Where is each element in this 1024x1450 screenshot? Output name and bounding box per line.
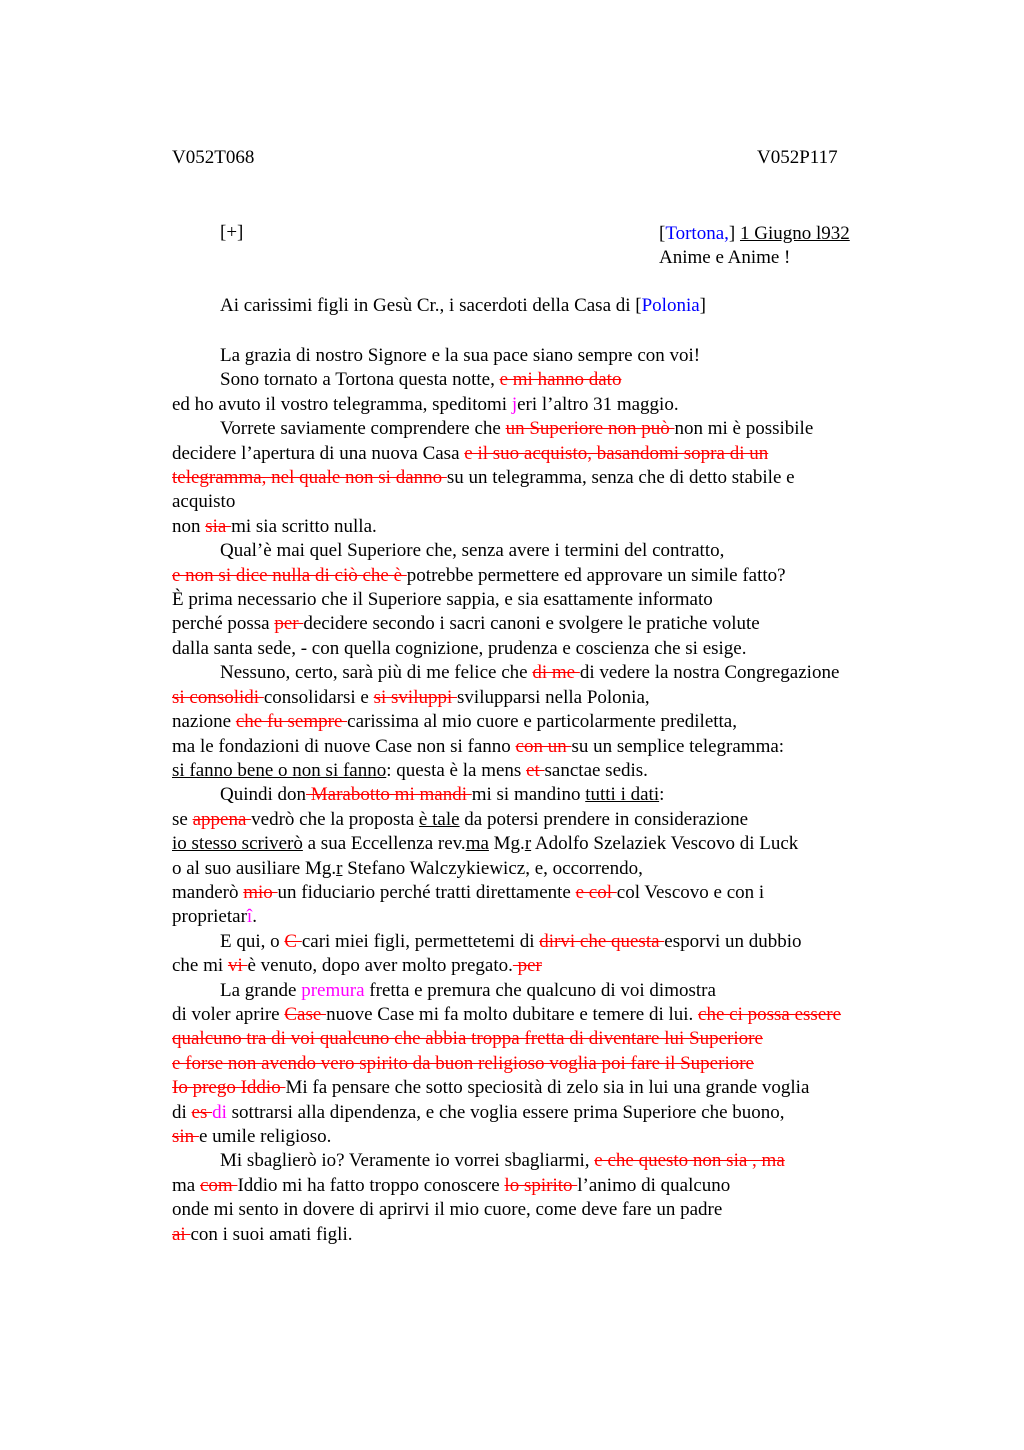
text-run: Mi sbaglierò io? Veramente io vorrei sbagliarmi,	[220, 1150, 595, 1172]
text-run: sottrarsi alla dipendenza, e che voglia essere prima Superiore che buono,	[226, 1101, 785, 1123]
deleted-text: si sviluppi	[373, 686, 458, 708]
text-line	[172, 1052, 972, 1076]
text-run: acquisto	[172, 491, 236, 513]
text-line	[172, 344, 972, 368]
deleted-text: sin	[172, 1126, 199, 1147]
inserted-text: î	[246, 906, 253, 928]
deleted-text: telegramma, nel quale non si danno	[172, 467, 447, 489]
text-line	[172, 857, 972, 881]
text-run: .	[252, 906, 257, 928]
inserted-text: di	[212, 1101, 227, 1123]
text-run: Qual’è mai quel Superiore che, senza avere i termini del contratto,	[220, 540, 725, 562]
text-run: non	[172, 515, 206, 537]
place-name: Tortona,	[665, 223, 729, 244]
text-line	[172, 588, 972, 612]
text-run: Iddio mi ha fatto troppo conoscere	[237, 1174, 505, 1196]
deleted-text: C	[284, 930, 302, 952]
text-run: onde mi sento in dovere di aprirvi il mio cuore, come deve fare un padre	[172, 1199, 723, 1221]
text-run: Quindi don	[220, 784, 307, 806]
deleted-text: vi	[227, 955, 248, 977]
deleted-text: e mi hanno dato	[499, 369, 622, 391]
text-run: esporvi un dubbio	[664, 930, 802, 952]
text-run: eri l’altro 31 maggio.	[517, 393, 679, 415]
text-line	[172, 539, 972, 563]
deleted-text: lo spirito	[504, 1174, 578, 1196]
text-run: nazione	[172, 711, 236, 733]
text-run: :	[659, 784, 665, 806]
text-line	[172, 954, 972, 978]
deleted-text: e che questo non sia , ma	[594, 1150, 785, 1172]
text-run: Stefano Walczykiewicz, e, occorrendo,	[342, 857, 643, 879]
text-run: manderò	[172, 881, 244, 903]
text-run: Sono tornato a Tortona questa notte,	[220, 369, 500, 391]
deleted-text: di me	[532, 662, 580, 684]
text-run: E qui, o	[220, 930, 285, 952]
deleted-text: mio	[243, 881, 278, 903]
text-run: ma	[172, 1174, 200, 1196]
underlined-text: tutti i dati	[585, 784, 660, 806]
text-line	[172, 979, 972, 1003]
text-line	[172, 1198, 972, 1222]
text-line	[172, 1174, 972, 1198]
text-run: di vedere la nostra Congregazione	[579, 662, 840, 684]
text-line	[172, 515, 972, 539]
text-line	[172, 1027, 972, 1051]
text-run: La grande	[220, 979, 302, 1001]
text-run: mi si mandino	[471, 784, 586, 806]
text-line	[172, 1149, 972, 1173]
text-run: proprietar	[172, 906, 247, 928]
text-run: decidere l’apertura di una nuova Casa	[172, 442, 465, 464]
text-run: su un semplice telegramma:	[571, 735, 785, 757]
text-run: Adolfo Szelaziek Vescovo di Luck	[531, 833, 799, 855]
inserted-text: premura	[301, 979, 365, 1001]
deleted-text: es	[191, 1101, 213, 1123]
deleted-text: et	[526, 759, 545, 781]
bracket-open: [	[659, 223, 666, 244]
deleted-text: Io prego Iddio	[172, 1077, 286, 1099]
deleted-text: con un	[515, 735, 572, 757]
text-run: Mg.	[488, 833, 525, 855]
underlined-text: è tale	[418, 808, 460, 830]
text-run: e umile religioso.	[198, 1126, 332, 1147]
text-run: Nessuno, certo, sarà più di me felice che	[220, 662, 533, 684]
text-line	[172, 881, 972, 905]
text-run: Mi fa pensare che sotto speciosità di zelo sia in lui una grande voglia	[285, 1077, 810, 1099]
text-run: decidere secondo i sacri canoni e svolgere le pratiche volute	[303, 613, 760, 635]
text-run: un fiduciario perché tratti direttamente	[277, 881, 576, 903]
deleted-text: per	[274, 613, 304, 635]
text-run: di voler aprire	[172, 1003, 285, 1025]
deleted-text: Marabotto mi mandi	[306, 784, 472, 806]
text-line	[172, 1003, 972, 1027]
text-line	[172, 808, 972, 832]
deleted-text: ai	[172, 1223, 191, 1245]
text-line	[172, 759, 972, 783]
text-line	[172, 710, 972, 734]
letter-date: 1 Giugno l932	[739, 223, 850, 244]
deleted-text: Case	[284, 1003, 327, 1025]
text-line	[172, 930, 972, 954]
underlined-text: r	[524, 833, 532, 855]
text-line	[172, 735, 972, 759]
text-run: o al suo ausiliare Mg.	[172, 857, 337, 879]
text-line	[172, 490, 972, 514]
text-line	[172, 832, 972, 856]
addressee-text: Ai carissimi figli in Gesù Cr., i sacerdoti della Casa di [	[220, 295, 642, 316]
deleted-text: e il suo acquisto, basandomi sopra di un	[464, 442, 769, 464]
text-run: : questa è la mens	[386, 759, 527, 781]
text-run: di	[172, 1101, 192, 1123]
inserted-text: j	[511, 393, 518, 415]
deleted-text: dirvi che questa	[539, 930, 665, 952]
text-run: dalla santa sede, - con quella cognizione, prudenza e coscienza che si esige.	[172, 637, 747, 659]
text-line	[172, 442, 972, 466]
underlined-text: io stesso scriverò	[172, 833, 303, 855]
text-run: con i suoi amati figli.	[190, 1223, 353, 1245]
addressee-close: ]	[699, 295, 706, 316]
deleted-text: e col	[575, 881, 617, 903]
deleted-text: sia	[205, 515, 232, 537]
text-run: La grazia di nostro Signore e la sua pace siano sempre con voi!	[220, 345, 701, 366]
document-code-left: V052T068	[172, 147, 255, 168]
text-line	[172, 564, 972, 588]
text-run: sanctae sedis.	[544, 759, 648, 781]
deleted-text: appena	[192, 808, 252, 830]
document-code-right: V052P117	[757, 147, 838, 168]
text-line	[172, 612, 972, 636]
text-line	[172, 417, 972, 441]
text-run: È prima necessario che il Superiore sappia, e sia esattamente informato	[172, 589, 713, 611]
text-run: non mi è possibile	[674, 418, 814, 440]
text-line	[172, 637, 972, 661]
text-run: fretta e premura che qualcuno di voi dimostra	[364, 979, 716, 1001]
place-date-block	[659, 222, 850, 270]
deleted-text: e forse non avendo vero spirito da buon religioso voglia poi fare il Superiore	[172, 1052, 754, 1074]
text-run: perché possa	[172, 613, 275, 635]
text-run: cari miei figli, permettetemi di	[301, 930, 540, 952]
text-line	[172, 783, 972, 807]
text-run: carissima al mio cuore e particolarmente prediletta,	[347, 711, 737, 733]
text-line	[172, 686, 972, 710]
text-run: ma le fondazioni di nuove Case non si fanno	[172, 735, 516, 757]
deleted-text: e non si dice nulla di ciò che è	[172, 564, 407, 586]
text-run: ed ho avuto il vostro telegramma, speditomi	[172, 393, 512, 415]
place-date-line	[659, 222, 850, 246]
motto: Anime e Anime !	[659, 247, 791, 268]
letter-body	[172, 344, 972, 1247]
text-run: mi sia scritto nulla.	[231, 515, 377, 537]
text-line	[172, 466, 972, 490]
addressee-line	[220, 295, 706, 317]
underlined-text: si fanno bene o non si fanno	[172, 759, 387, 781]
text-run: potrebbe permettere ed approvare un simile fatto?	[406, 564, 786, 586]
text-run: è venuto, dopo aver molto pregato.	[247, 955, 513, 977]
text-run: Vorrete saviamente comprendere che	[220, 418, 506, 440]
text-run: l’animo di qualcuno	[577, 1174, 731, 1196]
cross-symbol: [+]	[220, 222, 244, 243]
text-line	[172, 661, 972, 685]
text-run: su un telegramma, senza che di detto stabile e	[446, 467, 795, 489]
text-run: che mi	[172, 955, 228, 977]
text-run: se	[172, 808, 193, 830]
deleted-text: qualcuno tra di voi qualcuno che abbia troppa fretta di diventare lui Superiore	[172, 1028, 763, 1050]
deleted-text: si consolidi	[172, 686, 264, 708]
deleted-text: che ci possa essere	[698, 1003, 842, 1025]
deleted-text: per	[512, 955, 542, 977]
text-line	[172, 368, 972, 392]
text-line	[172, 1223, 972, 1247]
deleted-text: che fu sempre	[235, 711, 348, 733]
text-run: consolidarsi e	[263, 686, 374, 708]
text-run: svilupparsi nella Polonia,	[457, 686, 650, 708]
underlined-text: ma	[465, 833, 489, 855]
addressee-place: Polonia	[641, 295, 700, 316]
bracket-close: ]	[728, 223, 736, 244]
text-run: nuove Case mi fa molto dubitare e temere di lui.	[326, 1003, 699, 1025]
underlined-text: r	[336, 857, 343, 879]
text-line	[172, 1101, 972, 1125]
text-line	[172, 1076, 972, 1100]
text-run: da potersi prendere in considerazione	[459, 808, 749, 830]
text-line	[172, 1125, 972, 1149]
text-run: a sua Eccellenza rev.	[302, 833, 466, 855]
deleted-text: un Superiore non può	[505, 418, 675, 440]
deleted-text: com	[199, 1174, 238, 1196]
text-line	[172, 905, 972, 929]
text-run: col Vescovo e con i	[616, 881, 765, 903]
text-line	[172, 393, 972, 417]
text-run: vedrò che la proposta	[251, 808, 419, 830]
